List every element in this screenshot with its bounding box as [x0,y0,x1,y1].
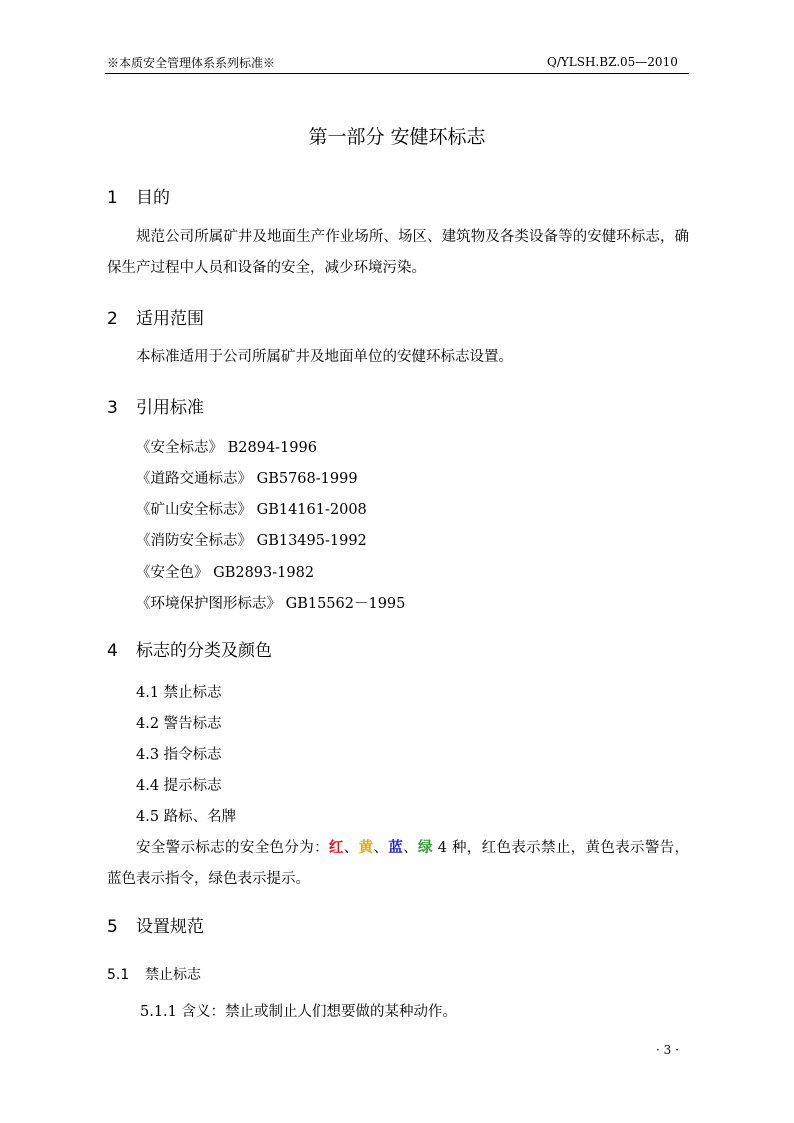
safety-colors-paragraph [107,832,689,895]
reference-item: 《道路交通标志》 GB5768-1999 [136,471,358,487]
section-5-heading [107,912,204,937]
header-document-code: Q/YLSH.BZ.05—2010 [547,55,678,69]
subsection-5-1-heading [107,964,201,984]
section-title: 适用范围 [136,309,204,329]
color-separator: 、 [343,840,359,856]
section-number: 5 [107,917,118,937]
section-number: 1 [107,188,118,208]
sign-category-item: 4.1 禁止标志 [136,685,222,701]
section-title: 标志的分类及颜色 [136,641,272,661]
subsection-5-1-1-text: 5.1.1 含义：禁止或制止人们想要做的某种动作。 [140,1004,458,1020]
sign-category-item: 4.5 路标、名牌 [136,809,237,825]
color-word-yellow: 黄 [358,839,374,856]
reference-item: 《环境保护图形标志》 GB15562－1995 [136,596,406,612]
section-number: 4 [107,641,118,661]
color-separator: 、 [373,840,389,856]
subsection-title: 禁止标志 [145,967,201,983]
sign-category-item: 4.3 指令标志 [136,747,222,763]
header-divider [105,73,689,74]
page-title: 第一部分 安健环标志 [308,126,486,148]
subsection-number: 5.1 [107,967,130,983]
section-3-heading [107,393,204,418]
section-1-heading [107,183,170,208]
reference-item: 《消防安全标志》 GB13495-1992 [136,533,367,549]
header-standard-series: ※本质安全管理体系系列标准※ [107,56,276,70]
color-word-blue: 蓝 [388,839,404,856]
colors-prefix: 安全警示标志的安全色分为： [136,840,329,856]
color-separator: 、 [403,840,418,856]
colors-suffix: 4 种，红色表示禁止，黄色表示警告，蓝色表示指令，绿色表示提示。 [107,840,690,887]
reference-item: 《安全标志》 B2894-1996 [136,440,317,456]
page-number: · 3 · [656,1043,679,1057]
sign-category-item: 4.4 提示标志 [136,778,222,794]
section-4-heading [107,636,272,661]
sign-category-item: 4.2 警告标志 [136,716,222,732]
reference-item: 《安全色》 GB2893-1982 [136,565,315,581]
reference-item: 《矿山安全标志》 GB14161-2008 [136,502,367,518]
color-word-red: 红 [328,839,344,856]
section-2-heading [107,304,204,329]
section-number: 2 [107,309,118,329]
section-title: 设置规范 [136,917,204,937]
section-title: 引用标准 [136,398,204,418]
section-number: 3 [107,398,118,418]
section-1-paragraph: 规范公司所属矿井及地面生产作业场所、场区、建筑物及各类设备等的安健环标志，确保生产过程中人员和设备的安全，减少环境污染。 [107,229,689,276]
section-2-paragraph: 本标准适用于公司所属矿井及地面单位的安健环标志设置。 [136,349,513,365]
section-title: 目的 [136,188,170,208]
color-word-green: 绿 [417,839,433,856]
